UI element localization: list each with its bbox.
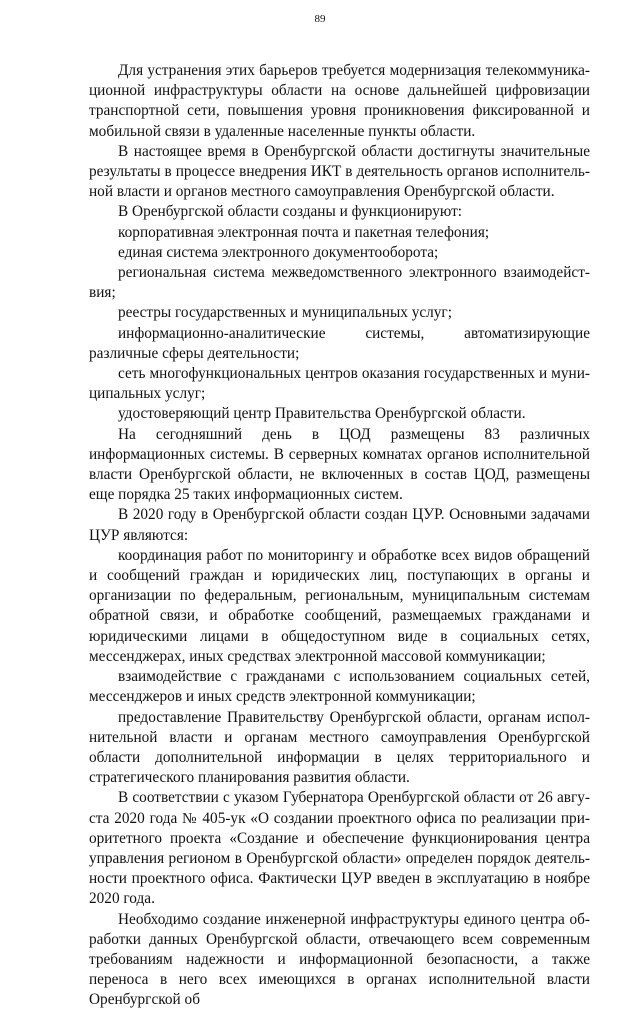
- list-item-cur-reporting: предоставление Правительству Оренбургской области, органам исполнительной власти и органам местного самоуправления Оренбургской области дополнительной информации в целях территориального и стратегического планирования развития области.: [89, 708, 590, 787]
- list-item-analytic-systems: информационно-аналитические системы, автоматизирующие различные сферы деятельности;: [89, 324, 590, 362]
- list-item-interagency-system: региональная система межведомственного электронного взаимодействия;: [89, 264, 590, 302]
- list-item-cur-coordination: координация работ по мониторингу и обработке всех видов обращений и сообщений граждан и юридических лиц, поступающих в органы и организации по федеральным, региональным, муниципальным системам обратной связи, и обработке сообщений, размещаемых гражданами и юридическими лицами в общедоступном виде в социальных сетях, мессенджерах, иных средствах электронной массовой коммуникации;: [89, 546, 590, 665]
- paragraph-systems-intro: В Оренбургской области созданы и функционируют:: [118, 203, 463, 221]
- paragraph-infrastructure-need: Необходимо создание инженерной инфраструктуры единого центра обработки данных Оренбургской области, отвечающего всем современным требованиям надежности и информационной безопасности, а также переноса в него всех имеющихся в органах исполнительной власти Оренбургской об: [89, 910, 590, 1009]
- paragraph-governor-decree: В соответствии с указом Губернатора Оренбургской области от 26 августа 2020 года № 405-ук «О создании проектного офиса по реализации приоритетного проекта «Создание и обеспечение функционирования центра управления регионом в Оренбургской области» определен порядок деятельности проектного офиса. Фактически ЦУР введен в эксплуатацию в ноябре 2020 года.: [89, 789, 590, 908]
- list-item-document-flow: единая система электронного документооборота;: [118, 243, 439, 261]
- page-number: 89: [314, 13, 326, 25]
- list-item-certification-center: удостоверяющий центр Правительства Оренбургской области.: [118, 405, 526, 423]
- paragraph-ict-results: В настоящее время в Оренбургской области достигнуты значительные результаты в процессе внедрения ИКТ в деятельность органов исполнительной власти и органов местного самоуправления Оренбургской области.: [89, 142, 590, 201]
- list-item-cur-interaction: взаимодействие с гражданами с использованием социальных сетей, мессенджеров и иных средств электронной коммуникации;: [89, 668, 590, 706]
- paragraph-data-center-systems: На сегодняшний день в ЦОД размещены 83 различных информационных системы. В серверных комнатах органов исполнительной власти Оренбургской области, не включенных в состав ЦОД, размещены еще порядка 25 таких информационных систем.: [89, 425, 590, 504]
- list-item-email-telephony: корпоративная электронная почта и пакетная телефония;: [118, 223, 490, 241]
- paragraph-cur-intro: В 2020 году в Оренбургской области создан ЦУР. Основными задачами ЦУР являются:: [89, 506, 590, 544]
- page-body: [89, 61, 590, 1011]
- paragraph-telecom-barriers: Для устранения этих барьеров требуется модернизация телекоммуникационной инфраструктуры области на основе дальнейшей цифровизации транспортной сети, повышения уровня проникновения фиксированной и мобильной связи в удаленные населенные пункты области.: [89, 62, 590, 140]
- list-item-service-registries: реестры государственных и муниципальных услуг;: [118, 304, 452, 322]
- list-item-mfc-network: сеть многофункциональных центров оказания государственных и муниципальных услуг;: [89, 365, 590, 403]
